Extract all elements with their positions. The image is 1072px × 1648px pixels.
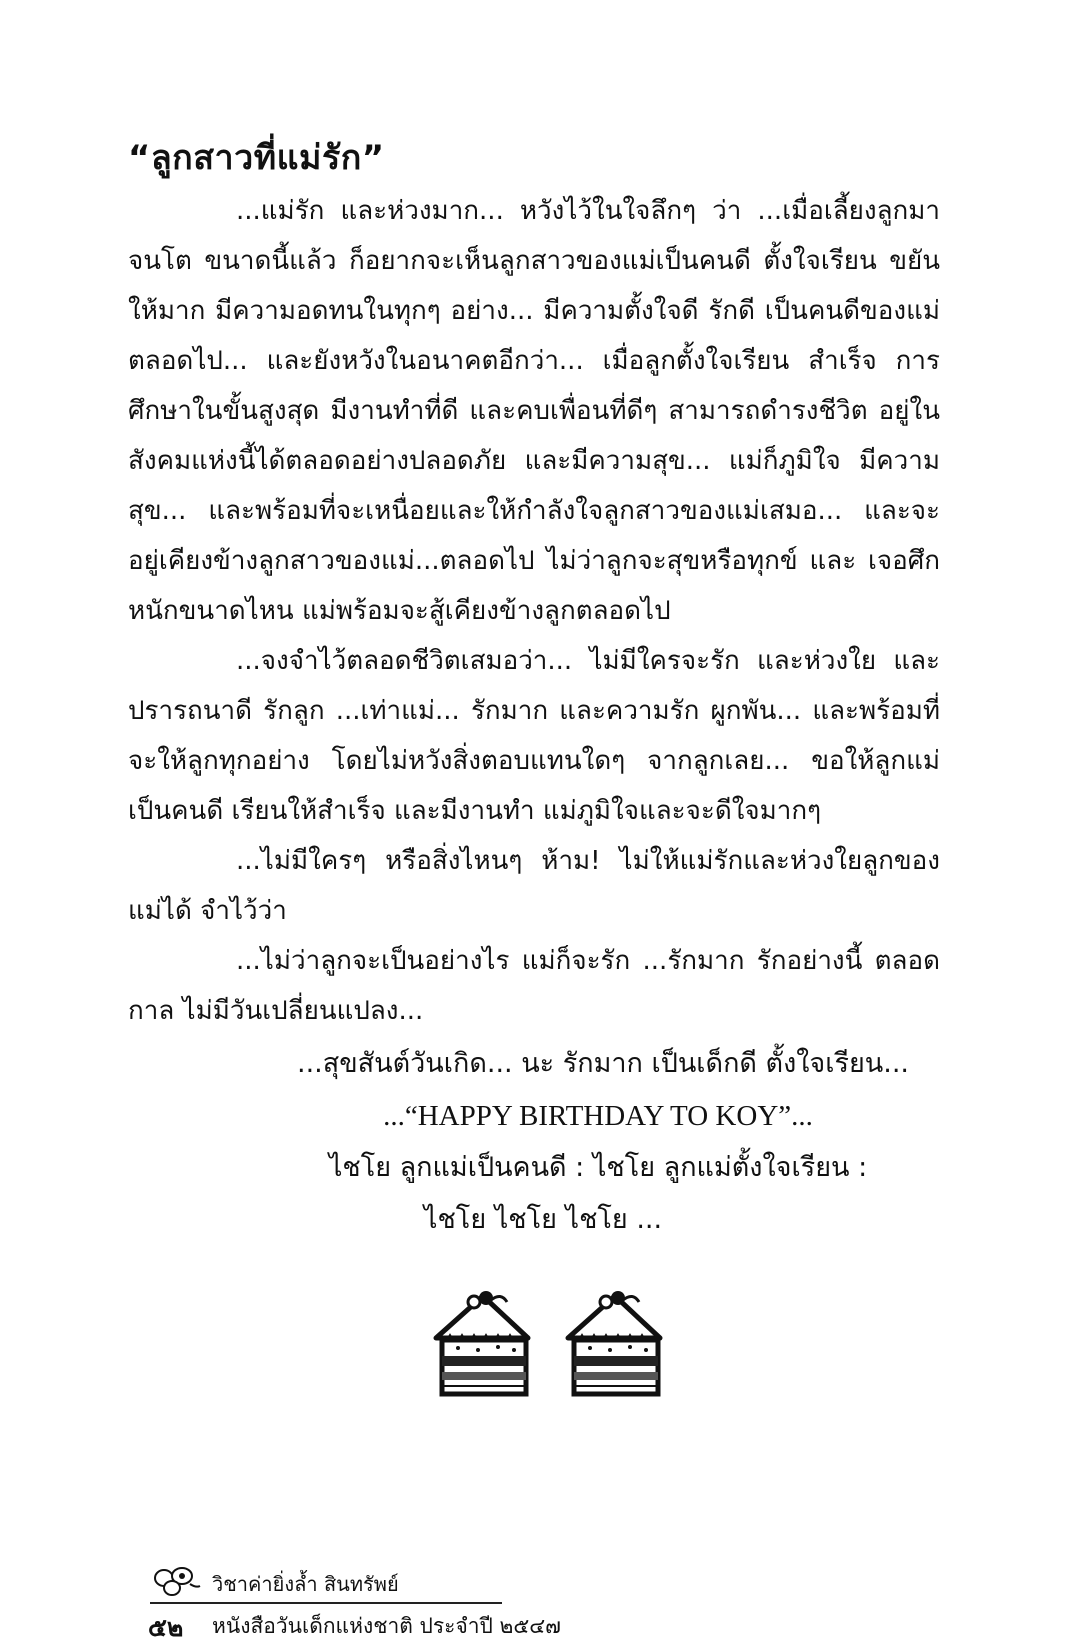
- body-text: [128, 186, 940, 1036]
- paragraph-2: ...จงจำไว้ตลอดชีวิตเสมอว่า... ไม่มีใครจะรัก และห่วงใย และ ปรารถนาดี รักลูก ...เท่าแม่... รักมาก และความรัก ผูกพัน... และพร้อมที่ จะให้ลูกทุกอย่าง โดยไม่หวังสิ่งตอบแทนใดๆ จากลูกเลย... ขอให้ลูกแม่ เป็นคนดี เรียนให้สำเร็จ และมีงานทำ แม่ภูมิใจและจะดีใจมากๆ: [128, 646, 940, 826]
- closing-line-1: ...สุขสันต์วันเกิด... นะ รักมาก เป็นเด็กดี ตั้งใจเรียน...: [296, 1048, 910, 1079]
- footer-subtitle: วิชาค่ายิ่งล้ำ สินทรัพย์: [212, 1572, 399, 1596]
- cake-slice-icon: [428, 1290, 538, 1400]
- paragraph-4: ...ไม่ว่าลูกจะเป็นอย่างไร แม่ก็จะรัก ...รักมาก รักอย่างนี้ ตลอดกาล ไม่มีวันเปลี่ยนแปลง...: [128, 946, 940, 1026]
- page-title: “ลูกสาวที่แม่รัก”: [128, 138, 385, 178]
- page-number: ๕๒: [148, 1613, 184, 1642]
- cake-slice-icon: [560, 1290, 670, 1400]
- paragraph-3: ...ไม่มีใครๆ หรือสิ่งไหนๆ ห้าม! ไม่ให้แม่รักและห่วงใยลูกของแม่ได้ จำไว้ว่า: [128, 846, 940, 926]
- footer-logo-icon: [152, 1566, 202, 1598]
- closing-line-2: ...“HAPPY BIRTHDAY TO KOY”...: [383, 1100, 813, 1132]
- footer-book-title: หนังสือวันเด็กแห่งชาติ ประจำปี ๒๕๔๗: [212, 1614, 561, 1638]
- cake-illustration: [428, 1290, 688, 1400]
- footer-divider: [150, 1602, 502, 1604]
- closing-line-3: ไชโย ลูกแม่เป็นคนดี : ไชโย ลูกแม่ตั้งใจเรียน :: [328, 1152, 868, 1183]
- closing-message: [128, 1038, 1068, 1246]
- closing-line-4: ไชโย ไชโย ไชโย ...: [423, 1204, 663, 1235]
- paragraph-1: ...แม่รัก และห่วงมาก... หวังไว้ในใจลึกๆ ว่า ...เมื่อเลี้ยงลูกมาจนโต ขนาดนี้แล้ว ก็อยากจะเห็นลูกสาวของแม่เป็นคนดี ตั้งใจเรียน ขยันให้มาก มีความอดทนในทุกๆ อย่าง... มีความตั้งใจดี รักดี เป็นคนดีของแม่ ตลอดไป... และยังหวังในอนาคตอีกว่า... เมื่อลูกตั้งใจเรียน สำเร็จ การศึกษาในขั้นสูงสุด มีงานทำที่ดี และคบเพื่อนที่ดีๆ สามารถดำรงชีวิต อยู่ในสังคมแห่งนี้ได้ตลอดอย่างปลอดภัย และมีความสุข... แม่ก็ภูมิใจ มีความสุข... และพร้อมที่จะเหนื่อยและให้กำลังใจลูกสาวของแม่เสมอ... และจะอยู่เคียงข้างลูกสาวของแม่...ตลอดไป ไม่ว่าลูกจะสุขหรือทุกข์ และ เจอศึกหนักขนาดไหน แม่พร้อมจะสู้เคียงข้างลูกตลอดไป: [128, 196, 940, 626]
